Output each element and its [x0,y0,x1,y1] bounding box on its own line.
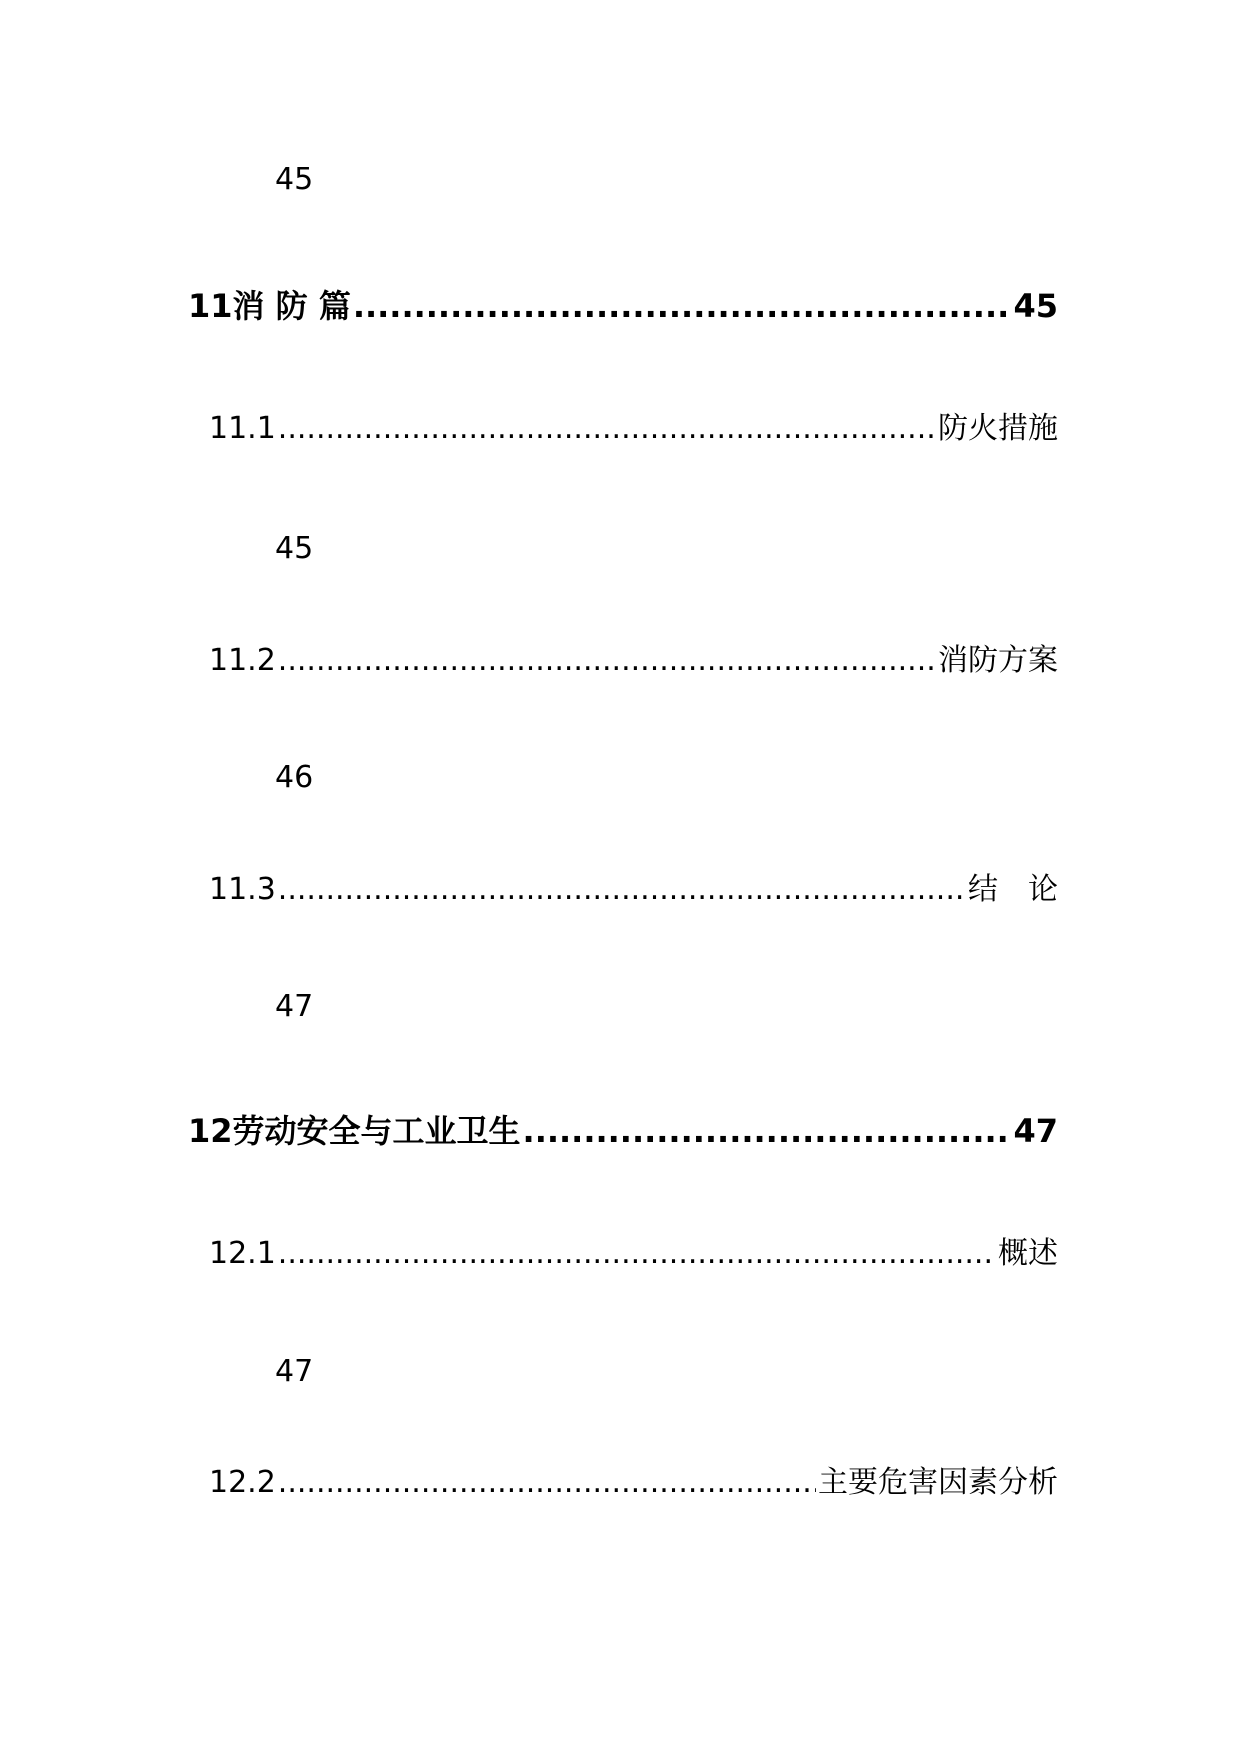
toc-entry-number: 12.1 [209,1236,276,1271]
toc-entry-title: 防火措施 [938,411,1058,446]
toc-dot-leader [278,1462,816,1504]
toc-entry-number: 12.2 [209,1465,276,1500]
toc-entry-title: 劳动安全与工业卫生 [232,1112,521,1150]
toc-entry-page: 46 [275,760,314,795]
toc-entry-12-2[interactable] [209,1462,1058,1504]
toc-entry-12-1[interactable] [209,1233,1058,1275]
toc-entry-11-1[interactable] [209,408,1058,450]
toc-page-number: 45 [275,162,314,197]
toc-entry-title: 概述 [998,1236,1058,1271]
toc-entry-page: 47 [275,1354,314,1389]
toc-entry-title: 消防方案 [938,643,1058,678]
toc-dot-leader [278,869,966,911]
toc-entry-title: 结 论 [968,872,1058,907]
toc-dot-leader [278,640,936,682]
toc-dot-leader [353,284,1012,328]
toc-entry-number: 12 [188,1112,233,1150]
toc-dot-leader [523,1109,1012,1153]
toc-dot-leader [278,1233,996,1275]
toc-entry-page: 45 [1013,287,1058,325]
toc-entry-title: 主要危害因素分析 [818,1465,1058,1500]
toc-entry-11[interactable] [188,284,1058,328]
toc-entry-title: 消 防 篇 [232,287,351,325]
toc-entry-11-3[interactable] [209,869,1058,911]
toc-entry-page: 47 [275,989,314,1024]
toc-entry-number: 11.3 [209,872,276,907]
toc-entry-number: 11.1 [209,411,276,446]
toc-entry-11-2[interactable] [209,640,1058,682]
toc-entry-page: 47 [1013,1112,1058,1150]
toc-entry-number: 11 [188,287,233,325]
toc-dot-leader [278,408,936,450]
toc-entry-page: 45 [275,531,314,566]
toc-entry-12[interactable] [188,1109,1058,1153]
toc-entry-number: 11.2 [209,643,276,678]
